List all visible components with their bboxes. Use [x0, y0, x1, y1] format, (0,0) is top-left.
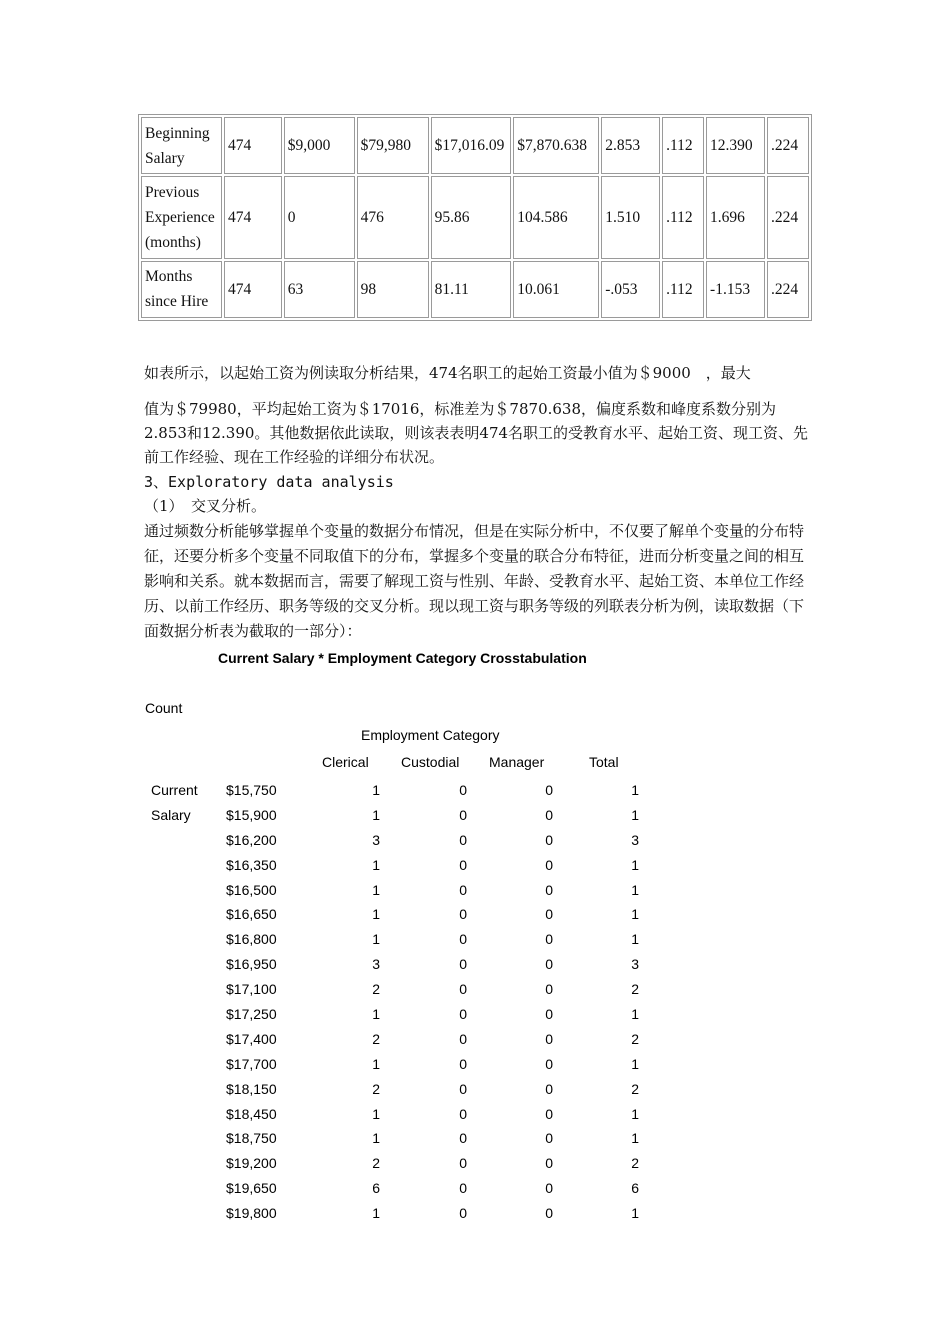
- crosstab-row: [0, 1056, 950, 1081]
- stats-std-deviation: 104.586: [513, 176, 599, 259]
- stats-kurtosis-se: .224: [767, 176, 809, 259]
- crosstab-row: [0, 882, 950, 907]
- stats-row-months-since-hire: [141, 261, 809, 318]
- salary-cell: $16,500: [226, 881, 277, 898]
- stats-maximum: 98: [357, 261, 429, 318]
- clerical-count: 1: [372, 881, 380, 898]
- section-heading-exploratory: 3、Exploratory data analysis: [144, 473, 394, 491]
- total-count: 1: [631, 931, 639, 948]
- manager-count: 0: [545, 956, 553, 973]
- manager-count: 0: [545, 1080, 553, 1097]
- salary-cell: $19,200: [226, 1155, 277, 1172]
- manager-count: 0: [545, 1055, 553, 1072]
- clerical-count: 2: [372, 981, 380, 998]
- stats-kurtosis: 1.696: [706, 176, 765, 259]
- salary-cell: $17,100: [226, 981, 277, 998]
- stats-variable-name: Previous Experience (months): [141, 176, 222, 259]
- crosstab-row: [0, 1081, 950, 1106]
- total-count: 1: [631, 1006, 639, 1023]
- crosstab-category-header: Employment Category: [361, 727, 500, 743]
- custodial-count: 0: [459, 931, 467, 948]
- salary-cell: $16,350: [226, 856, 277, 873]
- column-header-clerical: Clerical: [322, 754, 369, 770]
- custodial-count: 0: [459, 856, 467, 873]
- custodial-count: 0: [459, 1006, 467, 1023]
- paragraph-crosstab-explanation: 通过频数分析能够掌握单个变量的数据分布情况，但是在实际分析中，不仅要了解单个变量的分布特征，还要分析多个变量不同取值下的分布，掌握多个变量的联合分布特征，进而分析变量之间的相互影响和关系。就本数据而言，需要了解现工资与性别、年龄、受教育水平、起始工资、本单位工作经历、以前工作经历、职务等级的交叉分析。现以现工资与职务等级的列联表分析为例，读取数据（下面数据分析表为截取的一部分）：: [144, 522, 805, 640]
- custodial-count: 0: [459, 1080, 467, 1097]
- clerical-count: 2: [372, 1155, 380, 1172]
- stats-variable-name: Months since Hire: [141, 261, 222, 318]
- stats-n: 474: [224, 261, 282, 318]
- clerical-count: 1: [372, 856, 380, 873]
- clerical-count: 1: [372, 906, 380, 923]
- manager-count: 0: [545, 931, 553, 948]
- custodial-count: 0: [459, 1055, 467, 1072]
- custodial-count: 0: [459, 1105, 467, 1122]
- salary-cell: $17,700: [226, 1055, 277, 1072]
- descriptive-stats-table: [138, 114, 812, 321]
- salary-cell: $19,650: [226, 1180, 277, 1197]
- clerical-count: 3: [372, 831, 380, 848]
- salary-cell: $18,150: [226, 1080, 277, 1097]
- manager-count: 0: [545, 856, 553, 873]
- crosstab-row: [0, 1205, 950, 1230]
- manager-count: 0: [545, 981, 553, 998]
- salary-cell: $15,750: [226, 782, 277, 798]
- salary-cell: $19,800: [226, 1205, 277, 1222]
- clerical-count: 2: [372, 1030, 380, 1047]
- clerical-count: 1: [372, 782, 380, 798]
- crosstab-row: [0, 906, 950, 931]
- stats-skewness: 2.853: [601, 117, 660, 174]
- stats-kurtosis-se: .224: [767, 261, 809, 318]
- total-count: 1: [631, 782, 639, 798]
- clerical-count: 1: [372, 931, 380, 948]
- stats-skewness-se: .112: [662, 261, 704, 318]
- total-count: 2: [631, 1080, 639, 1097]
- custodial-count: 0: [459, 806, 467, 823]
- custodial-count: 0: [459, 1130, 467, 1147]
- salary-cell: $16,200: [226, 831, 277, 848]
- custodial-count: 0: [459, 1180, 467, 1197]
- manager-count: 0: [545, 782, 553, 798]
- stats-kurtosis: 12.390: [706, 117, 765, 174]
- stats-mean: $17,016.09: [431, 117, 512, 174]
- stats-row-previous-experience: [141, 176, 809, 259]
- crosstab-row: [0, 832, 950, 857]
- stats-variable-name: Beginning Salary: [141, 117, 222, 174]
- stats-skewness: 1.510: [601, 176, 660, 259]
- subsection-heading-crosstab: （1） 交叉分析。: [144, 497, 267, 515]
- stats-n: 474: [224, 176, 282, 259]
- manager-count: 0: [545, 1030, 553, 1047]
- total-count: 1: [631, 1105, 639, 1122]
- stats-maximum: $79,980: [357, 117, 429, 174]
- row-header-salary: Salary: [151, 807, 191, 823]
- clerical-count: 1: [372, 1205, 380, 1222]
- total-count: 1: [631, 856, 639, 873]
- total-count: 2: [631, 981, 639, 998]
- stats-std-deviation: $7,870.638: [513, 117, 599, 174]
- row-header-current: Current: [151, 782, 198, 798]
- manager-count: 0: [545, 1105, 553, 1122]
- stats-mean: 95.86: [431, 176, 512, 259]
- crosstab-row: [0, 1106, 950, 1131]
- custodial-count: 0: [459, 981, 467, 998]
- clerical-count: 2: [372, 1080, 380, 1097]
- salary-cell: $17,250: [226, 1006, 277, 1023]
- custodial-count: 0: [459, 831, 467, 848]
- clerical-count: 3: [372, 956, 380, 973]
- crosstab-row: [0, 1155, 950, 1180]
- total-count: 1: [631, 1130, 639, 1147]
- salary-cell: $17,400: [226, 1030, 277, 1047]
- crosstab-row: [0, 1006, 950, 1031]
- manager-count: 0: [545, 831, 553, 848]
- clerical-count: 1: [372, 806, 380, 823]
- total-count: 1: [631, 1055, 639, 1072]
- clerical-count: 6: [372, 1180, 380, 1197]
- clerical-count: 1: [372, 1105, 380, 1122]
- crosstab-row: [0, 981, 950, 1006]
- manager-count: 0: [545, 1205, 553, 1222]
- total-count: 6: [631, 1180, 639, 1197]
- column-header-manager: Manager: [489, 754, 545, 770]
- total-count: 1: [631, 806, 639, 823]
- manager-count: 0: [545, 906, 553, 923]
- crosstab-row: [0, 1031, 950, 1056]
- custodial-count: 0: [459, 782, 467, 798]
- custodial-count: 0: [459, 906, 467, 923]
- crosstab-row: [0, 1130, 950, 1155]
- stats-kurtosis: -1.153: [706, 261, 765, 318]
- column-header-custodial: Custodial: [401, 754, 460, 770]
- custodial-count: 0: [459, 1155, 467, 1172]
- crosstab-count-label: Count: [145, 700, 183, 716]
- stats-std-deviation: 10.061: [513, 261, 599, 318]
- crosstab-body: [0, 782, 950, 1230]
- manager-count: 0: [545, 1155, 553, 1172]
- total-count: 3: [631, 956, 639, 973]
- stats-skewness-se: .112: [662, 176, 704, 259]
- stats-minimum: 0: [284, 176, 355, 259]
- crosstab-row: [0, 857, 950, 882]
- stats-skewness-se: .112: [662, 117, 704, 174]
- crosstab-row: [0, 931, 950, 956]
- crosstab-row: [0, 956, 950, 981]
- custodial-count: 0: [459, 1205, 467, 1222]
- stats-mean: 81.11: [431, 261, 512, 318]
- manager-count: 0: [545, 806, 553, 823]
- stats-row-beginning-salary: [141, 117, 809, 174]
- stats-skewness: -.053: [601, 261, 660, 318]
- crosstab-row: [0, 807, 950, 832]
- total-count: 1: [631, 881, 639, 898]
- total-count: 2: [631, 1155, 639, 1172]
- total-count: 1: [631, 906, 639, 923]
- crosstab-title: Current Salary * Employment Category Crosstabulation: [218, 650, 587, 666]
- crosstab-row: [0, 782, 950, 807]
- salary-cell: $16,800: [226, 931, 277, 948]
- custodial-count: 0: [459, 956, 467, 973]
- manager-count: 0: [545, 881, 553, 898]
- stats-kurtosis-se: .224: [767, 117, 809, 174]
- stats-n: 474: [224, 117, 282, 174]
- custodial-count: 0: [459, 1030, 467, 1047]
- clerical-count: 1: [372, 1055, 380, 1072]
- total-count: 3: [631, 831, 639, 848]
- paragraph-result-detail: 值为＄79980，平均起始工资为＄17016，标准差为＄7870.638，偏度系数和峰度系数分别为2.853和12.390。其他数据依此读取，则该表表明474名职工的受教育水平、起始工资、现工资、先前工作经验、现在工作经验的详细分布状况。: [144, 400, 809, 466]
- paragraph-result-intro: 如表所示，以起始工资为例读取分析结果，474名职工的起始工资最小值为＄9000 ，最大: [144, 364, 751, 382]
- salary-cell: $18,450: [226, 1105, 277, 1122]
- clerical-count: 1: [372, 1130, 380, 1147]
- clerical-count: 1: [372, 1006, 380, 1023]
- stats-maximum: 476: [357, 176, 429, 259]
- custodial-count: 0: [459, 881, 467, 898]
- stats-minimum: $9,000: [284, 117, 355, 174]
- salary-cell: $16,650: [226, 906, 277, 923]
- total-count: 2: [631, 1030, 639, 1047]
- salary-cell: $18,750: [226, 1130, 277, 1147]
- crosstab-row: [0, 1180, 950, 1205]
- column-header-total: Total: [589, 754, 619, 770]
- total-count: 1: [631, 1205, 639, 1222]
- manager-count: 0: [545, 1130, 553, 1147]
- stats-minimum: 63: [284, 261, 355, 318]
- salary-cell: $16,950: [226, 956, 277, 973]
- manager-count: 0: [545, 1006, 553, 1023]
- salary-cell: $15,900: [226, 806, 277, 823]
- manager-count: 0: [545, 1180, 553, 1197]
